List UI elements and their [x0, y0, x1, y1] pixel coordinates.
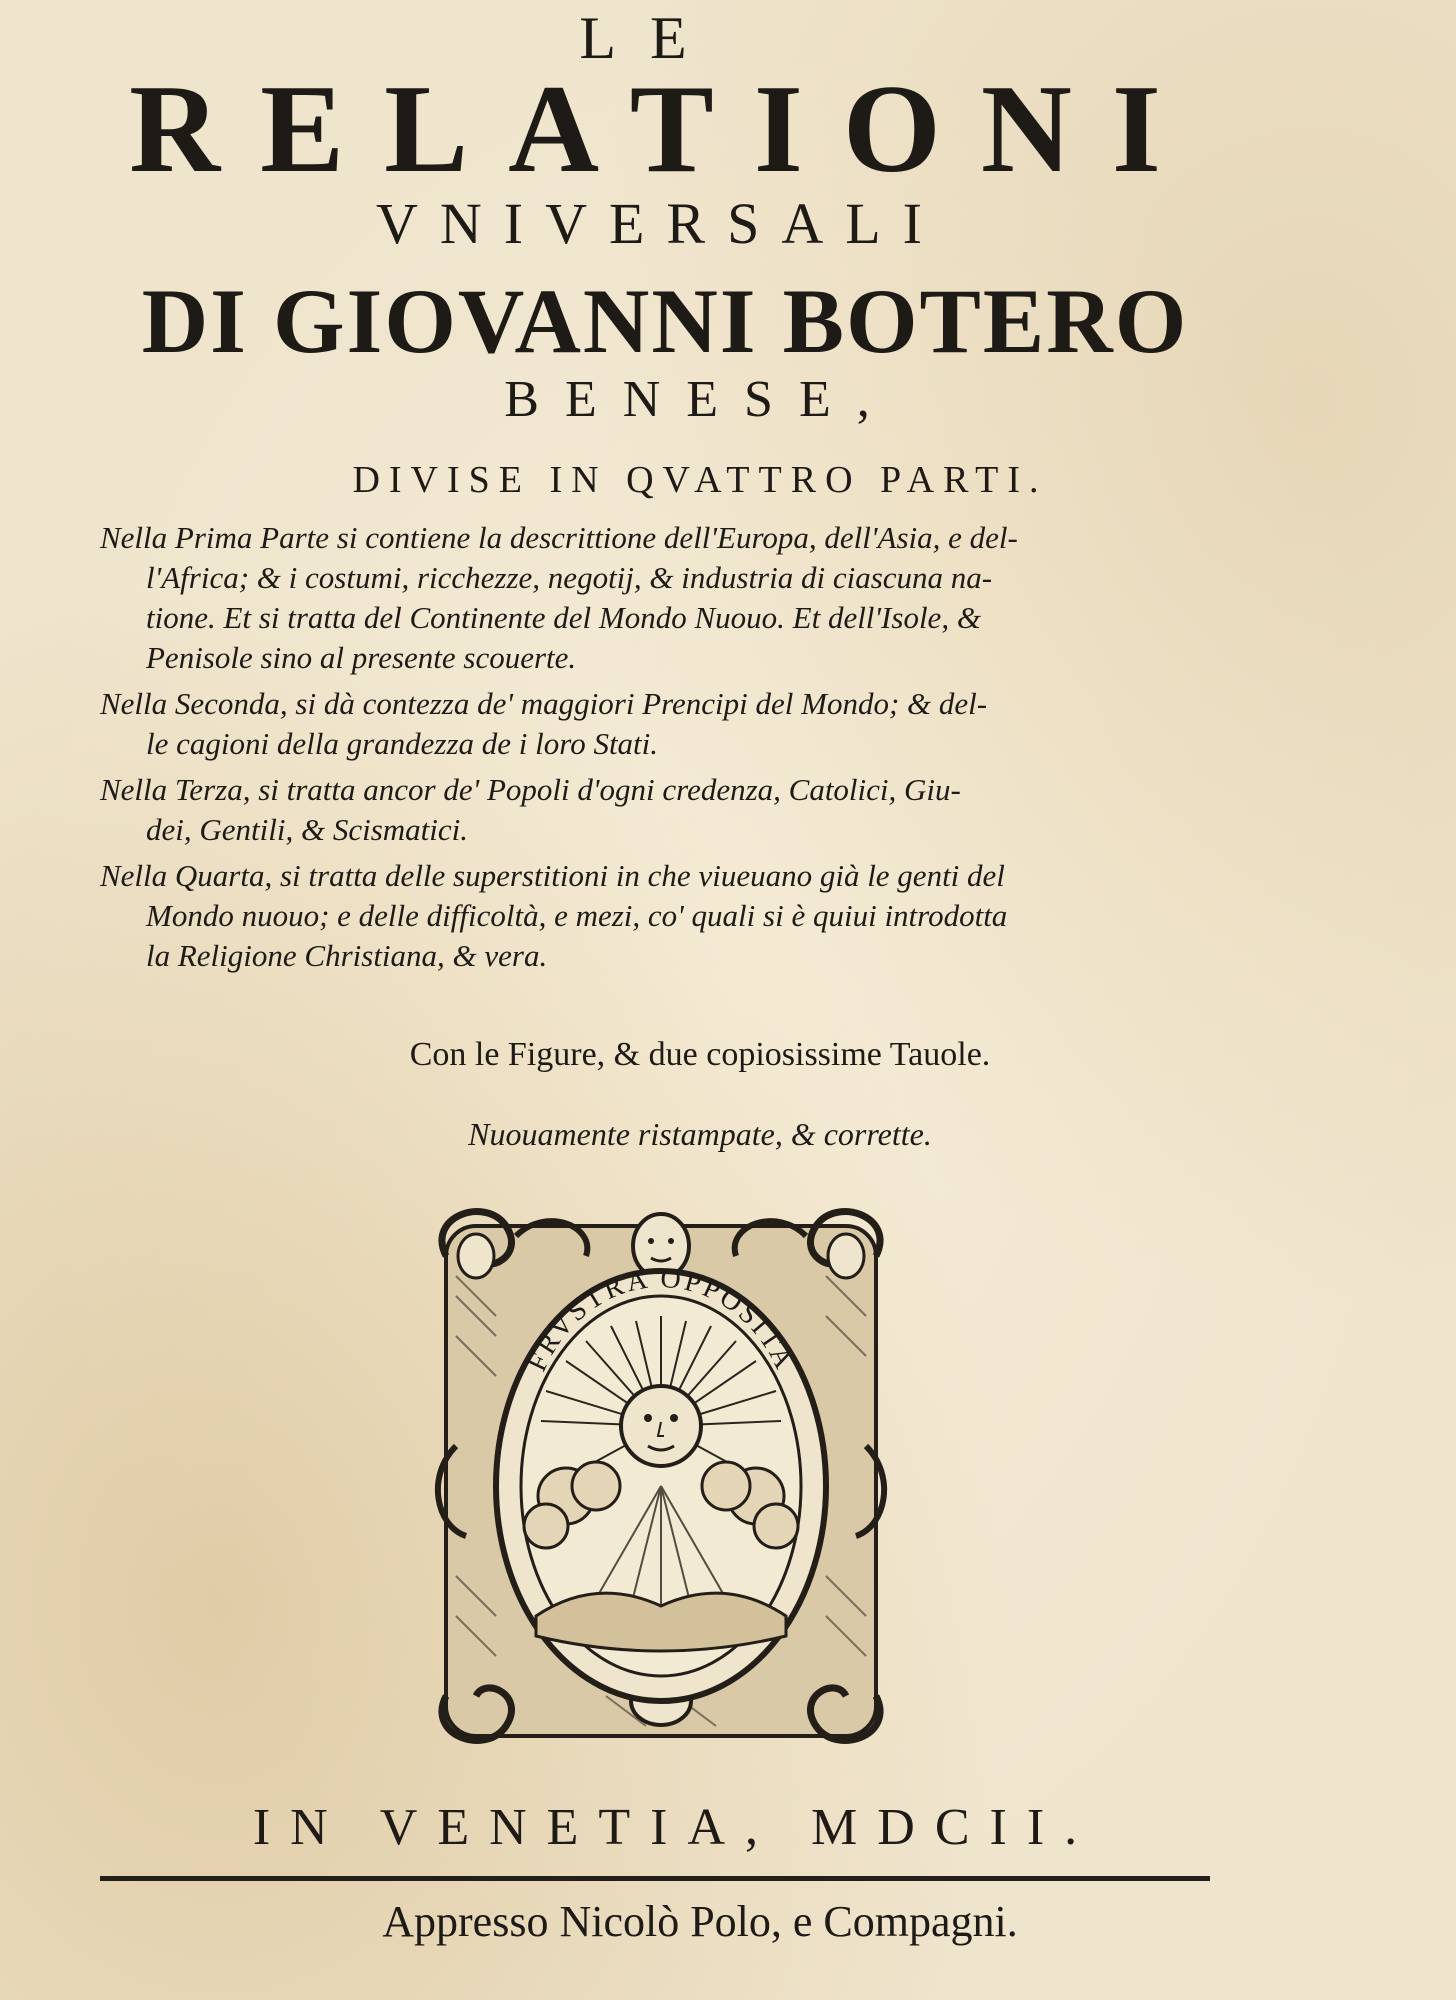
- part-two-line-2: le cagioni della grandezza de i loro Stati.: [146, 726, 659, 761]
- title-relationi: RELATIONI: [129, 60, 1201, 199]
- part-two-paragraph: [100, 684, 1230, 764]
- author-origin: BENESE,: [504, 371, 896, 428]
- part-four-line-1: Nella Quarta, si tratta delle superstitioni in che viueuano già le genti del: [100, 858, 1005, 893]
- imprint-line: IN VENETIA, MDCII.: [252, 1799, 1098, 1856]
- figures-line: Con le Figure, & due copiosissime Tauole.: [409, 1036, 991, 1073]
- part-one-line-4: Penisole sino al presente scouerte.: [146, 640, 577, 675]
- reprint-line: Nuouamente ristampate, & corrette.: [468, 1116, 932, 1152]
- part-one-line-3: tione. Et si tratta del Continente del Mondo Nuouo. Et dell'Isole, &: [146, 600, 981, 635]
- part-three-paragraph: [100, 770, 1230, 850]
- printers-device-woodcut: [426, 1196, 896, 1756]
- part-three-line-1: Nella Terza, si tratta ancor de' Popoli d'ogni credenza, Catolici, Giu-: [100, 772, 961, 807]
- imprint-rule: [100, 1876, 1210, 1881]
- publisher-line: Appresso Nicolò Polo, e Compagni.: [382, 1897, 1018, 1946]
- part-one-line-2: l'Africa; & i costumi, ricchezze, negotij, & industria di ciascuna na-: [146, 560, 993, 595]
- device-motto: FRVSTRA OPPOSITA: [521, 1262, 801, 1377]
- part-three-line-2: dei, Gentili, & Scismatici.: [146, 812, 469, 847]
- contents-description: [100, 518, 1230, 982]
- part-two-line-1: Nella Seconda, si dà contezza de' maggiori Prencipi del Mondo; & del-: [100, 686, 988, 721]
- part-one-paragraph: [100, 518, 1230, 678]
- author-line: DI GIOVANNI BOTERO: [141, 270, 1189, 372]
- parts-heading: DIVISE IN QVATTRO PARTI.: [352, 459, 1048, 501]
- part-one-line-1: Nella Prima Parte si contiene la descrittione dell'Europa, dell'Asia, e del-: [100, 520, 1018, 555]
- part-four-paragraph: [100, 856, 1230, 976]
- part-four-line-3: la Religione Christiana, & vera.: [146, 938, 548, 973]
- title-le: LE: [579, 5, 721, 71]
- title-universali: VNIVERSALI: [376, 191, 944, 256]
- part-four-line-2: Mondo nuouo; e delle difficoltà, e mezi, co' quali si è quiui introdotta: [146, 898, 1008, 933]
